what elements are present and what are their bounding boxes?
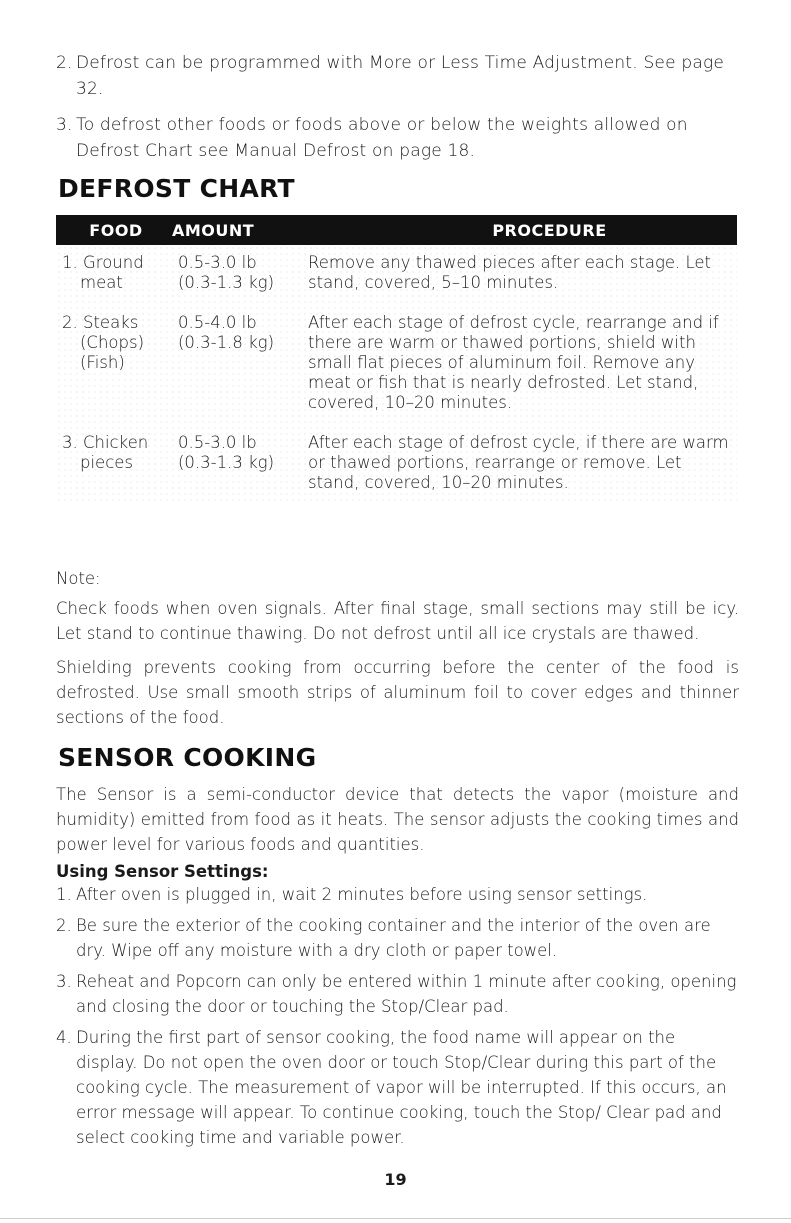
list-item — [56, 913, 739, 963]
list-item — [56, 882, 739, 907]
note-label: Note: — [56, 569, 101, 588]
list-item — [56, 1025, 739, 1150]
sensor-settings-list — [56, 882, 739, 1156]
amount-line: 0.5-4.0 lb — [178, 313, 257, 332]
food-cell — [56, 313, 178, 413]
food-line: (Fish) — [80, 353, 125, 372]
amount-cell — [178, 253, 308, 293]
list-item — [56, 969, 739, 1019]
amount-line: 0.5-3.0 lb — [178, 253, 257, 272]
procedure-cell: Remove any thawed pieces after each stage. Let stand, covered, 5–10 minutes. — [308, 253, 712, 292]
food-cell — [56, 253, 178, 293]
list-item-text: Reheat and Popcorn can only be entered within 1 minute after cooking, opening and closing the door or touching the Stop/Clear pad. — [76, 972, 737, 1016]
intro-list — [56, 50, 746, 174]
sensor-intro-paragraph: The Sensor is a semi-conductor device that detects the vapor (moisture and humidity) emitted from food as it heats. The sensor adjusts the cooking times and power level for various foods and quantities. — [56, 785, 739, 854]
procedure-column-header: PROCEDURE — [492, 220, 607, 240]
defrost-chart-heading: DEFROST CHART — [58, 174, 295, 203]
list-item-number: 1. — [56, 885, 72, 904]
food-line: 1. Ground — [62, 253, 144, 272]
list-item-text: During the first part of sensor cooking, the food name will appear on the display. Do not open the oven door or touch Stop/Clear during this part of the cooking cycle. The measurement of vapor will be interrupted. If this occurs, an error message will appear. To continue cooking, touch the Stop/ Clear pad and select cooking time and variable power. — [76, 1028, 727, 1147]
sensor-settings-subheading: Using Sensor Settings: — [56, 862, 269, 881]
procedure-cell: After each stage of defrost cycle, rearrange and if there are warm or thawed portions, shield with small flat pieces of aluminum foil. Remove any meat or fish that is nearly defrosted. Let stand, covered, 10–20 minutes. — [308, 313, 719, 412]
chart-header-row — [56, 215, 737, 245]
food-line: 3. Chicken — [62, 433, 149, 452]
list-item — [56, 112, 746, 164]
amount-line: (0.3-1.3 kg) — [178, 453, 275, 472]
sensor-cooking-heading: SENSOR COOKING — [58, 743, 317, 772]
list-item-number: 3. — [56, 972, 72, 991]
food-line: pieces — [80, 453, 134, 472]
amount-cell — [178, 433, 308, 493]
food-cell — [56, 433, 178, 493]
food-line: 2. Steaks — [62, 313, 139, 332]
food-line: meat — [80, 273, 123, 292]
food-column-header: FOOD — [89, 220, 143, 240]
list-item-text: To defrost other foods or foods above or below the weights allowed on Defrost Chart see Manual Defrost on page 18. — [76, 115, 688, 161]
amount-column-header: AMOUNT — [172, 220, 255, 240]
food-line: (Chops) — [80, 333, 145, 352]
amount-line: (0.3-1.3 kg) — [178, 273, 275, 292]
note-paragraph: Shielding prevents cooking from occurring before the center of the food is defrosted. Use small smooth strips of aluminum foil to cover edges and thinner sections of the food. — [56, 658, 739, 727]
list-item-number: 2. — [56, 53, 73, 73]
list-item-number: 2. — [56, 916, 72, 935]
list-item-number: 4. — [56, 1028, 72, 1047]
list-item-text: Defrost can be programmed with More or Less Time Adjustment. See page 32. — [76, 53, 725, 99]
page-number: 19 — [384, 1170, 407, 1189]
list-item-text: Be sure the exterior of the cooking container and the interior of the oven are dry. Wipe off any moisture with a dry cloth or paper towel. — [76, 916, 711, 960]
procedure-cell: After each stage of defrost cycle, if there are warm or thawed portions, rearrange or remove. Let stand, covered, 10–20 minutes. — [308, 433, 729, 492]
amount-cell — [178, 313, 308, 413]
list-item-number: 3. — [56, 115, 73, 135]
note-paragraph: Check foods when oven signals. After final stage, small sections may still be icy. Let stand to continue thawing. Do not defrost until all ice crystals are thawed. — [56, 599, 739, 643]
bottom-divider — [0, 1218, 791, 1219]
list-item — [56, 50, 746, 102]
defrost-chart — [56, 215, 737, 505]
amount-line: 0.5-3.0 lb — [178, 433, 257, 452]
table-row — [56, 305, 737, 425]
table-row — [56, 425, 737, 505]
table-row — [56, 245, 737, 305]
list-item-text: After oven is plugged in, wait 2 minutes before using sensor settings. — [76, 885, 648, 904]
amount-line: (0.3-1.8 kg) — [178, 333, 275, 352]
